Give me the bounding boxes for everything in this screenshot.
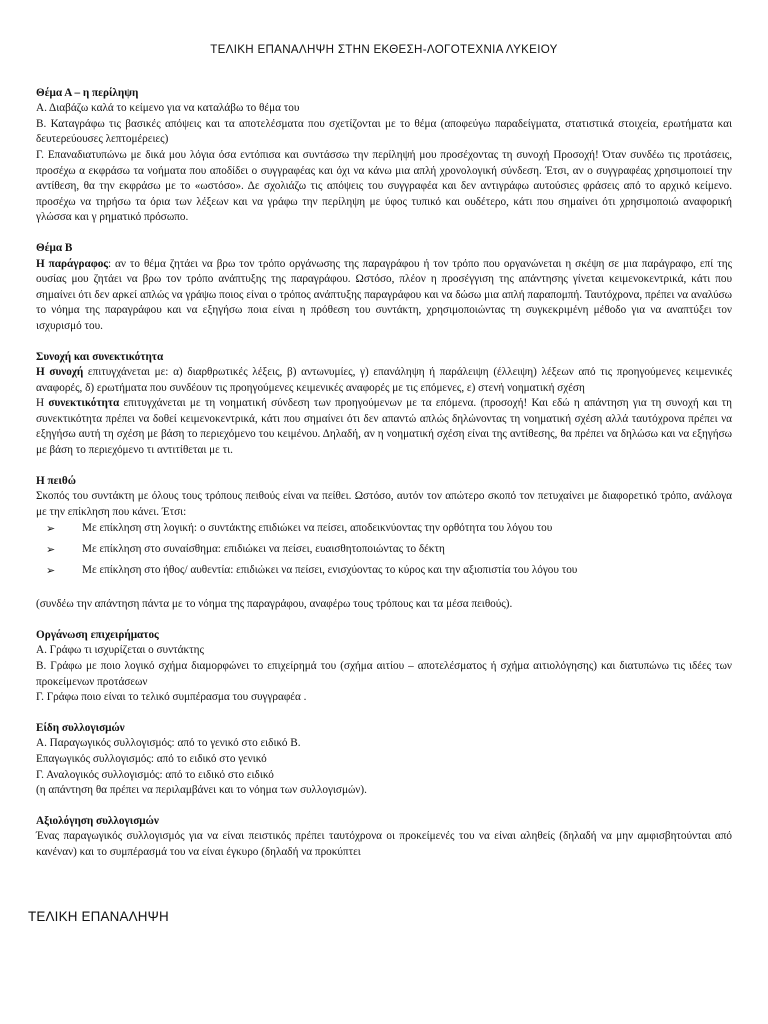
paragraph-text: Η <box>36 397 49 410</box>
paragraph: Α. Διαβάζω καλά το κείμενο για να καταλάβω το θέμα του <box>36 102 300 115</box>
paragraph: Γ. Επαναδιατυπώνω με δικά μου λόγια όσα εντόπισα και συντάσσω την περίληψή μου προσέχοντας τη συνοχή Προσοχή! Όταν συνδέω τις προτάσεις, προσέχω α εκφράσω τα νοήματα που αποδίδει ο συγγραφέας και όχι να κάνω μια απλή χρονολογική σύνδεση. Έτσι, αν ο συγγραφέας χρησιμοποιεί την αντίθεση, θα την εκφράσω με το «ωστόσο». Δε σχολιάζω τις απόψεις του συγγραφέα και δεν αντιγράφω αυτούσιες φράσεις από το αρχικό κείμενο. προσέχω να τηρήσω τα όρια των λέξεων και να γράφω την περίληψη με ύφος τυπικό και ουδέτερο, κάτι που σημαίνει ότι χρησιμοποιώ αναφορική γλώσσα και γ ρηματικό πρόσωπο. <box>36 148 732 224</box>
list-item-text: Με επίκληση στο συναίσθημα: επιδιώκει να πείσει, ευαισθητοποιώντας το δέκτη <box>82 543 445 556</box>
arrow-bullet-icon: ➢ <box>46 563 56 577</box>
document-body <box>36 42 732 876</box>
paragraph: (η απάντηση θα πρέπει να περιλαμβάνει και το νόημα των συλλογισμών). <box>36 784 367 797</box>
list-item <box>36 563 732 579</box>
paragraph: Β. Καταγράφω τις βασικές απόψεις και τα αποτελέσματα που σχετίζονται με το θέμα (αποφεύγω παραδείγματα, στατιστικά στοιχεία, ερωτήματα και δευτερεύουσες λεπτομέρειες) <box>36 117 732 146</box>
paragraph <box>36 396 732 458</box>
term: Η συνοχή <box>36 366 84 379</box>
section-heading: Η πειθώ <box>36 474 76 487</box>
arrow-bullet-icon: ➢ <box>46 522 56 536</box>
paragraph: (συνδέω την απάντηση πάντα με το νόημα της παραγράφου, αναφέρω τους τρόπους και τα μέσα πειθούς). <box>36 598 513 611</box>
paragraph-text: : αν το θέμα ζητάει να βρω τον τρόπο οργάνωσης της παραγράφου ή τον τρόπο που οργανώνεται η σκέψη σε μια παράγραφο, επί της ουσίας μου ζητάει να βρω τον τρόπο ανάπτυξης της παραγράφου. Ωστόσο, πλέον η προσέγγιση της απάντησης γίνεται κειμενοκεντρικά, κάτι που σημαίνει ότι δεν αρκεί απλώς να γράψω ποιος είναι ο τρόπος ανάπτυξης παραγράφου και να δώσω μια απλή παραπομπή. Ταυτόχρονα, πρέπει να αναλύσω το νόημα της παραγράφου και να εξηγήσω ποια είναι η πρόθεση του συντάκτη, χρησιμοποιώντας τη συγκεκριμένη μέθοδο για να αναπτύξει τον ισχυρισμό του. <box>36 257 732 332</box>
section-eidi <box>36 721 732 799</box>
paragraph: Επαγωγικός συλλογισμός: από το ειδικό στο γενικό <box>36 752 267 765</box>
paragraph: Σκοπός του συντάκτη με όλους τους τρόπους πειθούς είναι να πείθει. Ωστόσο, αυτόν τον απώτερο σκοπό τον πετυχαίνει με διαφορετικό τρόπο, ανάλογα με την επίκληση που κάνει. Έτσι: <box>36 490 732 518</box>
section-heading: Θέμα Β <box>36 241 73 254</box>
arrow-bullet-icon: ➢ <box>46 543 56 557</box>
term: συνεκτικότητα <box>48 397 120 410</box>
bullet-list <box>36 521 732 578</box>
section-organosi <box>36 628 732 706</box>
paragraph: Γ. Αναλογικός συλλογισμός: από το ειδικό στο ειδικό <box>36 768 274 781</box>
paragraph-text: επιτυγχάνεται με τη νοηματική σύνδεση των προηγούμενων με τα επόμενα. (προσοχή! Και εδώ η απάντηση για τη συνοχή και τη συνεκτικότητα πρέπει να δοθεί κειμενοκεντρικά, κάτι που σημαίνει ότι δεν απαντώ απλώς δηλώνοντας τη νοηματική σχέση αλλά ταυτόχρονα πρέπει να εξηγήσω αυτή τη σχέση με βάση το περιεχόμενο του κειμένου. Δηλαδή, αν η νοηματική σχέση είναι της αντίθεσης, θα πρέπει να δηλώσω και να εξηγήσω με βάση το περιεχόμενο τι αντιτίθεται με τι. <box>36 397 732 457</box>
paragraph: Γ. Γράφω ποιο είναι το τελικό συμπέρασμα του συγγραφέα . <box>36 691 307 704</box>
section-heading: Συνοχή και συνεκτικότητα <box>36 350 164 363</box>
section-synoxi <box>36 350 732 459</box>
section-heading: Θέμα Α – η περίληψη <box>36 86 139 99</box>
section-thema-b <box>36 241 732 335</box>
list-item-text: Με επίκληση στο ήθος/ αυθεντία: επιδιώκει να πείσει, ενισχύοντας το κύρος και την αξιοπιστία του λόγου του <box>82 563 578 576</box>
section-heading: Οργάνωση επιχειρήματος <box>36 628 159 641</box>
paragraph: Β. Γράφω με ποιο λογικό σχήμα διαμορφώνει το επιχείρημά του (σχήμα αιτίου – αποτελέσματος ή σχήμα αιτιολόγησης) και διατυπώνω τις ιδέες των προκείμενων προτάσεων <box>36 660 732 688</box>
section-peitho <box>36 474 732 613</box>
paragraph-text: επιτυγχάνεται με: α) διαρθρωτικές λέξεις, β) αντωνυμίες, γ) επανάληψη ή παράλειψη (έλλειψη) λέξεων από τις προηγούμενες κειμενικές αναφορές, δ) ερωτήματα που συνδέουν τις προηγούμενες κειμενικές αναφορές με τις επόμενες, ε) στενή νοηματική σχέση <box>36 366 732 394</box>
section-heading: Αξιολόγηση συλλογισμών <box>36 814 159 827</box>
page-footer: ΤΕΛΙΚΗ ΕΠΑΝΑΛΗΨΗ <box>28 909 169 924</box>
paragraph: Ένας παραγωγικός συλλογισμός για να είναι πειστικός πρέπει ταυτόχρονα οι προκείμενές του να είναι αληθείς (δηλαδή να μην αμφισβητούνται από κανέναν) και το συμπέρασμά του να είναι έγκυρο (δηλαδή να προκύπτει <box>36 830 732 858</box>
paragraph <box>36 257 732 335</box>
paragraph: Α. Παραγωγικός συλλογισμός: από το γενικό στο ειδικό Β. <box>36 737 301 750</box>
section-thema-a <box>36 86 732 226</box>
list-item <box>36 521 732 537</box>
paragraph: Α. Γράφω τι ισχυρίζεται ο συντάκτης <box>36 644 204 657</box>
list-item <box>36 542 732 558</box>
page-title: ΤΕΛΙΚΗ ΕΠΑΝΑΛΗΨΗ ΣΤΗΝ ΕΚΘΕΣΗ-ΛΟΓΟΤΕΧΝΙΑ ΛΥΚΕΙΟΥ <box>210 43 558 56</box>
paragraph <box>36 365 732 396</box>
term: Η παράγραφος <box>36 257 109 270</box>
section-heading: Είδη συλλογισμών <box>36 721 125 734</box>
list-item-text: Με επίκληση στη λογική: ο συντάκτης επιδιώκει να πείσει, αποδεικνύοντας την ορθότητα του λόγου του <box>82 522 553 535</box>
spacer <box>36 583 732 597</box>
section-axiologisi <box>36 814 732 861</box>
